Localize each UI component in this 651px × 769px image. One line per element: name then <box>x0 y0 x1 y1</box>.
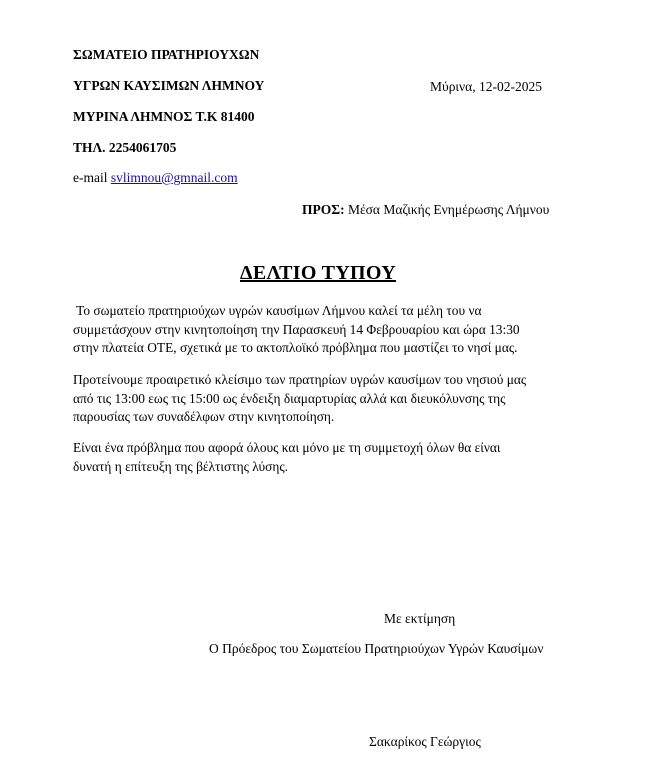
sender-name-line2: ΥΓΡΩΝ ΚΑΥΣΙΜΩΝ ΛΗΜΝΟΥ <box>73 78 265 93</box>
paragraph-line: Είναι ένα πρόβλημα που αφορά όλους και μόνο με τη συμμετοχή όλων θα είναι <box>73 440 501 455</box>
paragraph-line: από τις 13:00 εως τις 15:00 ως ένδειξη διαμαρτυρίας αλλά και διευκόλυνσης της <box>73 390 506 406</box>
email-label: e-mail <box>73 170 108 185</box>
signatory-name: Σακαρίκος Γεώργιος <box>369 734 481 749</box>
recipient-text: Μέσα Μαζικής Ενημέρωσης Λήμνου <box>347 202 550 217</box>
sender-email <box>73 170 238 186</box>
paragraph-3 <box>73 439 573 476</box>
paragraph-line: Το σωματείο πρατηριούχων υγρών καυσίμων Λήμνου καλεί τα μέλη του να <box>73 303 482 318</box>
document-title: ΔΕΛΤΙΟ ΤΥΠΟΥ <box>239 262 396 284</box>
sender-name-line1: ΣΩΜΑΤΕΙΟ ΠΡΑΤΗΡΙΟΥΧΩΝ <box>73 47 260 62</box>
sender-phone: ΤΗΛ. 2254061705 <box>73 140 177 155</box>
recipient <box>302 202 549 218</box>
paragraph-line: στην πλατεία ΟΤΕ, σχετικά με το ακτοπλοϊκό πρόβλημα που μαστίζει το νησί μας. <box>73 340 518 355</box>
place-date: Μύρινα, 12-02-2025 <box>430 79 542 94</box>
recipient-label: ΠΡΟΣ: <box>302 202 345 217</box>
sender-address: ΜΥΡΙΝΑ ΛΗΜΝΟΣ Τ.Κ 81400 <box>73 109 255 124</box>
paragraph-line: παρουσίας των συναδέλφων στην κινητοποίηση. <box>73 409 335 424</box>
signatory-title: Ο Πρόεδρος του Σωματείου Πρατηριούχων Υγρών Καυσίμων <box>209 641 544 656</box>
paragraph-1 <box>73 302 573 358</box>
paragraph-line: δυνατή η επίτευξη της βέλτιστης λύσης. <box>73 458 288 474</box>
paragraph-line: συμμετάσχουν στην κινητοποίηση την Παρασκευή 14 Φεβρουαρίου και ώρα 13:30 <box>73 321 520 337</box>
paragraph-line: Προτείνουμε προαιρετικό κλείσιμο των πρατηρίων υγρών καυσίμων του νησιού μας <box>73 372 527 387</box>
closing: Με εκτίμηση <box>384 611 456 626</box>
email-link[interactable]: svlimnou@gmnail.com <box>110 170 238 185</box>
paragraph-2 <box>73 371 573 427</box>
